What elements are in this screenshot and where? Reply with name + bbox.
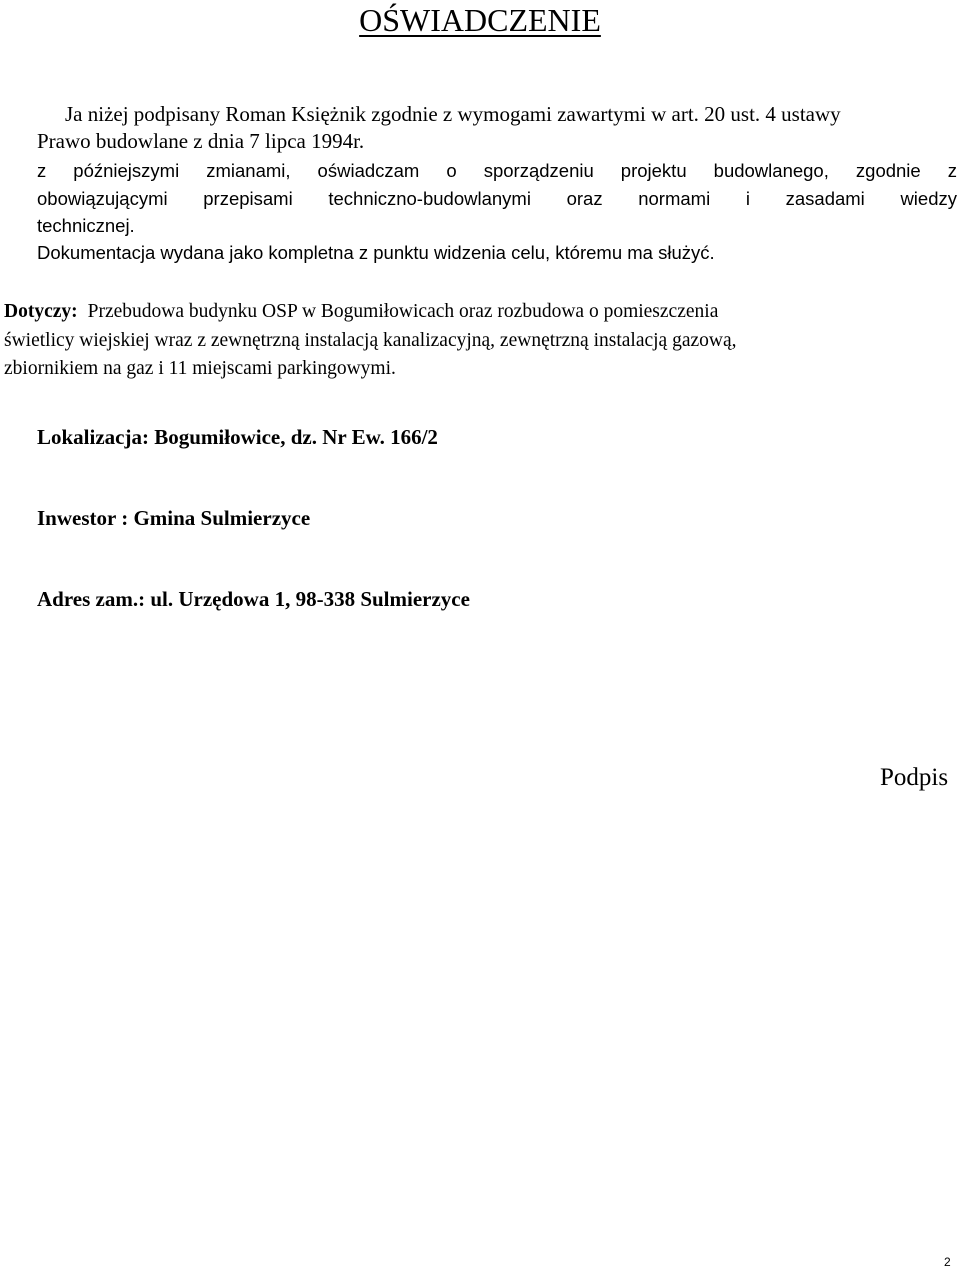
concerns-label: Dotyczy:: [4, 301, 78, 322]
concerns-line: zbiornikiem na gaz i 11 miejscami parkingowymi.: [4, 358, 396, 379]
concerns-line: świetlicy wiejskiej wraz z zewnętrzną instalacją kanalizacyjną, zewnętrzną instalacją gazową,: [4, 330, 737, 351]
signature-label: Podpis: [880, 764, 949, 791]
concerns-text: Przebudowa budynku OSP w Bogumiłowicach oraz rozbudowa o pomieszczenia: [87, 301, 719, 322]
concerns-line: [4, 300, 718, 324]
declaration-line: obowiązującymi przepisami techniczno-budowlanymi oraz normami i zasadami wiedzy: [37, 188, 957, 209]
investor-line: Inwestor : Gmina Sulmierzyce: [37, 506, 311, 530]
declaration-line: z późniejszymi zmianami, oświadczam o sporządzeniu projektu budowlanego, zgodnie z: [37, 160, 957, 181]
declaration-line: technicznej.: [37, 215, 135, 236]
page-number: 2: [944, 1255, 951, 1269]
declaration-line: Dokumentacja wydana jako kompletna z punktu widzenia celu, któremu ma służyć.: [37, 242, 715, 263]
address-line: Adres zam.: ul. Urzędowa 1, 98-338 Sulmierzyce: [37, 587, 470, 611]
location-line: Lokalizacja: Bogumiłowice, dz. Nr Ew. 166/2: [37, 425, 438, 449]
declaration-line: Ja niżej podpisany Roman Księżnik zgodnie z wymogami zawartymi w art. 20 ust. 4 ustawy: [65, 102, 841, 126]
declaration-line: Prawo budowlane z dnia 7 lipca 1994r.: [37, 129, 365, 153]
document-title: OŚWIADCZENIE: [359, 2, 601, 38]
